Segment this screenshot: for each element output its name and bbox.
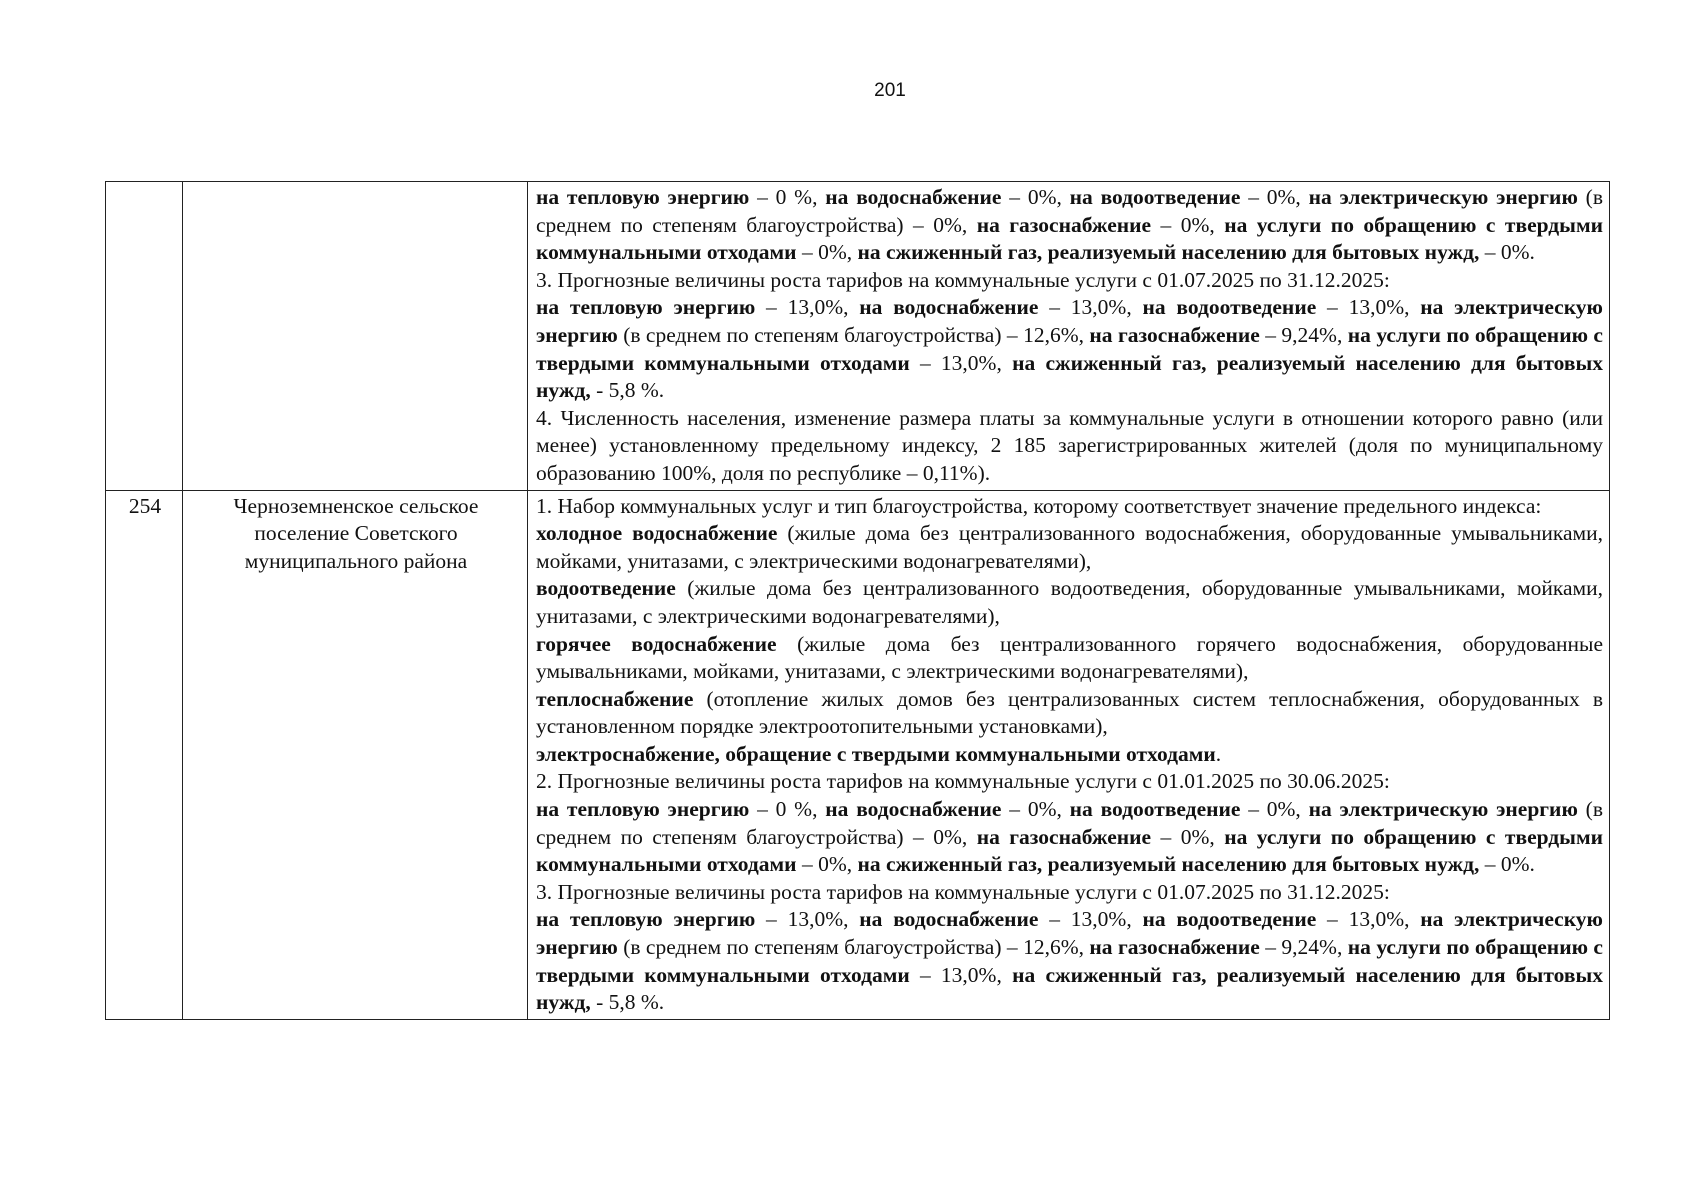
- text-run: - 5,8 %.: [590, 378, 665, 403]
- text-run: – 0%,: [1151, 212, 1225, 237]
- text-run: – 9,24%,: [1259, 322, 1348, 347]
- text-run: – 0%,: [1001, 185, 1070, 209]
- text-run: - 5,8 %.: [590, 990, 665, 1015]
- bold-text-run: на сжиженный газ, реализуемый населению для бытовых нужд,: [536, 962, 1603, 1015]
- bold-text-run: на водоотведение: [1069, 797, 1241, 822]
- text-run: (отопление жилых домов без централизованных систем теплоснабжения, оборудованных в установленном порядке электроотопительными установками),: [536, 686, 1603, 739]
- bold-text-run: на услуги по обращению с твердыми коммунальными отходами: [536, 212, 1603, 265]
- bold-text-run: на тепловую энергию: [536, 185, 750, 209]
- bold-text-run: на услуги по обращению с твердыми коммунальными отходами: [536, 322, 1603, 375]
- tariff-description-cell: [528, 182, 1610, 491]
- paragraph: [536, 879, 1603, 907]
- paragraph: [536, 294, 1603, 404]
- text-run: – 0%.: [1479, 240, 1535, 265]
- text-run: – 0%,: [796, 852, 858, 877]
- table-row: [106, 490, 1610, 1019]
- bold-text-run: электроснабжение, обращение с твердыми коммунальными отходами: [536, 741, 1216, 766]
- text-run: – 0 %,: [749, 185, 826, 209]
- row-number-cell: [106, 182, 183, 491]
- text-run: (жилые дома без централизованного горячего водоснабжения, оборудованные умывальниками, мойками, унитазами, с электрическими водонагревателями),: [536, 631, 1603, 684]
- bold-text-run: на электрическую энергию: [536, 295, 1603, 347]
- bold-text-run: на услуги по обращению с твердыми коммунальными отходами: [536, 935, 1603, 987]
- text-run: – 0%.: [1479, 852, 1535, 877]
- bold-text-run: горячее водоснабжение: [536, 631, 777, 656]
- text-run: – 0%,: [1001, 797, 1070, 822]
- text-run: – 0 %,: [749, 797, 826, 822]
- paragraph: [536, 686, 1603, 741]
- text-run: – 0%,: [796, 240, 858, 265]
- paragraph: [536, 520, 1603, 575]
- bold-text-run: на водоснабжение: [825, 185, 1002, 209]
- bold-text-run: на газоснабжение: [976, 212, 1152, 237]
- text-run: – 13,0%,: [755, 907, 860, 932]
- text-run: (в среднем по степеням благоустройства) – 12,6%,: [617, 322, 1090, 347]
- bold-text-run: на сжиженный газ, реализуемый населению для бытовых нужд,: [857, 240, 1480, 265]
- bold-text-run: на газоснабжение: [1089, 935, 1260, 960]
- bold-text-run: на услуги по обращению с твердыми коммунальными отходами: [536, 824, 1603, 877]
- bold-text-run: на водоотведение: [1142, 295, 1317, 320]
- paragraph: [536, 493, 1603, 521]
- text-run: 3. Прогнозные величины роста тарифов на коммунальные услуги с 01.07.2025 по 31.12.2025:: [536, 879, 1390, 904]
- paragraph: [536, 796, 1603, 879]
- text-run: 4. Численность населения, изменение размера платы за коммунальные услуги в отношении которого равно (или менее) установленному предельному индексу, 2 185 зарегистрированных жителей (доля по муниципальному образованию 100%, доля по республике – 0,11%).: [536, 405, 1603, 485]
- bold-text-run: на водоснабжение: [859, 295, 1039, 320]
- text-run: – 0%,: [1151, 824, 1225, 849]
- bold-text-run: на сжиженный газ, реализуемый населению для бытовых нужд,: [536, 350, 1603, 403]
- text-run: 3. Прогнозные величины роста тарифов на коммунальные услуги с 01.07.2025 по 31.12.2025:: [536, 267, 1390, 292]
- text-run: – 13,0%,: [1038, 907, 1143, 932]
- text-run: (жилые дома без централизованного водоснабжения, оборудованные умывальниками, мойками, унитазами, с электрическими водонагревателями),: [536, 521, 1603, 573]
- text-run: – 13,0%,: [1316, 295, 1421, 320]
- paragraph: [536, 405, 1603, 488]
- municipality-name-cell: [183, 182, 528, 491]
- bold-text-run: на водоснабжение: [859, 907, 1039, 932]
- bold-text-run: на газоснабжение: [1089, 322, 1260, 347]
- text-run: – 0%,: [1240, 185, 1309, 209]
- bold-text-run: на сжиженный газ, реализуемый населению для бытовых нужд,: [857, 852, 1480, 877]
- paragraph: [536, 741, 1603, 769]
- page-number: 201: [874, 80, 906, 101]
- bold-text-run: холодное водоснабжение: [536, 521, 778, 546]
- row-number-cell: 254: [106, 490, 183, 1019]
- text-run: (в среднем по степеням благоустройства) – 0%,: [536, 185, 1603, 237]
- text-run: (жилые дома без централизованного водоотведения, оборудованные умывальниками, мойками, унитазами, с электрическими водонагревателями),: [536, 576, 1603, 628]
- bold-text-run: на электрическую энергию: [536, 907, 1603, 960]
- paragraph: [536, 575, 1603, 630]
- paragraph: [536, 184, 1603, 267]
- bold-text-run: на водоснабжение: [825, 797, 1002, 822]
- text-run: (в среднем по степеням благоустройства) – 0%,: [536, 797, 1603, 849]
- bold-text-run: теплоснабжение: [536, 686, 694, 711]
- paragraph: [536, 906, 1603, 1016]
- bold-text-run: на газоснабжение: [976, 824, 1152, 849]
- tariff-description-cell: [528, 490, 1610, 1019]
- bold-text-run: на тепловую энергию: [536, 907, 756, 932]
- text-run: 1. Набор коммунальных услуг и тип благоустройства, которому соответствует значение предельного индекса:: [536, 493, 1542, 518]
- text-run: – 0%,: [1240, 797, 1309, 822]
- text-run: – 13,0%,: [1038, 295, 1143, 320]
- bold-text-run: на тепловую энергию: [536, 295, 756, 320]
- paragraph: [536, 768, 1603, 796]
- bold-text-run: на тепловую энергию: [536, 797, 750, 822]
- table-row: [106, 182, 1610, 491]
- bold-text-run: на водоотведение: [1142, 907, 1317, 932]
- text-run: .: [1215, 741, 1222, 766]
- text-run: (в среднем по степеням благоустройства) – 12,6%,: [617, 935, 1090, 960]
- text-run: – 13,0%,: [1316, 907, 1421, 932]
- text-run: – 13,0%,: [909, 350, 1013, 375]
- text-run: – 9,24%,: [1259, 935, 1348, 960]
- bold-text-run: на электрическую энергию: [1308, 185, 1578, 209]
- text-run: 2. Прогнозные величины роста тарифов на коммунальные услуги с 01.01.2025 по 30.06.2025:: [536, 769, 1390, 794]
- municipality-name-cell: Черноземненское сельское поселение Советского муниципального района: [183, 490, 528, 1019]
- tariff-table: [105, 181, 1610, 1020]
- text-run: – 13,0%,: [755, 295, 860, 320]
- paragraph: [536, 631, 1603, 686]
- bold-text-run: на электрическую энергию: [1308, 797, 1578, 822]
- paragraph: [536, 267, 1603, 295]
- bold-text-run: на водоотведение: [1069, 185, 1241, 209]
- text-run: – 13,0%,: [909, 962, 1013, 987]
- bold-text-run: водоотведение: [536, 576, 676, 601]
